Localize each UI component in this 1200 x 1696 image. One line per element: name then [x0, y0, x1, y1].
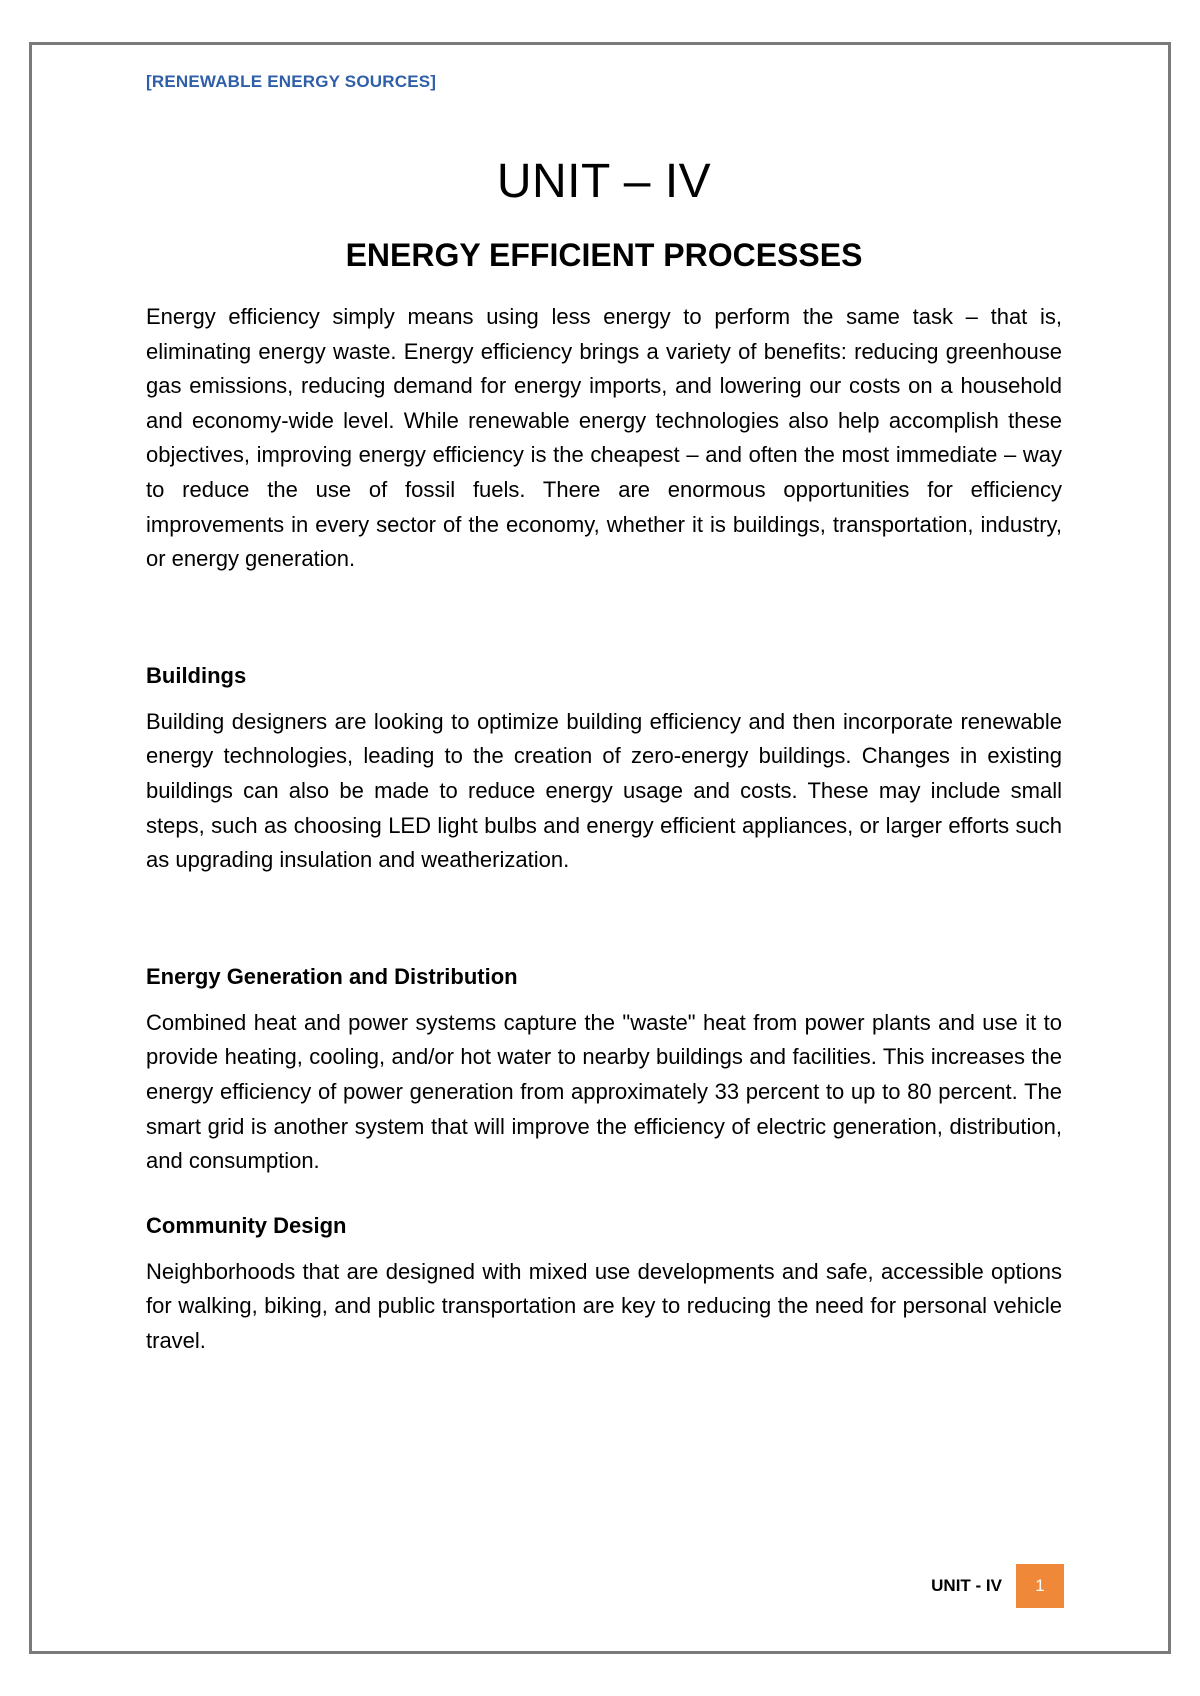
chapter-title: ENERGY EFFICIENT PROCESSES [345, 237, 863, 273]
unit-title: UNIT – IV [496, 155, 712, 208]
section-heading-energy-generation: Energy Generation and Distribution [146, 963, 518, 989]
intro-paragraph: Energy efficiency simply means using less energy to perform the same task – that is, eliminating energy waste. Energy efficiency brings a variety of benefits: reducing greenhouse gas emissions, reducing demand for energy imports, and lowering our costs on a household and economy-wide level. While renewable energy technologies also help accomplish these objectives, improving energy efficiency is the cheapest – and often the most immediate – way to reduce the use of fossil fuels. There are enormous opportunities for efficiency improvements in every sector of the economy, whether it is buildings, transportation, industry, or energy generation. [146, 304, 1062, 572]
running-header: [RENEWABLE ENERGY SOURCES] [146, 72, 437, 91]
spacer [146, 1179, 1062, 1211]
spacer [146, 878, 1062, 962]
section-heading-buildings: Buildings [146, 662, 247, 688]
page-number-badge: 1 [1016, 1564, 1064, 1608]
footer-label: UNIT - IV [931, 1576, 1002, 1595]
section-body-buildings: Building designers are looking to optimize building efficiency and then incorporate renewable energy technologies, leading to the creation of zero-energy buildings. Changes in existing buildings can also be made to reduce energy usage and costs. These may include small steps, such as choosing LED light bulbs and energy efficient appliances, or larger efforts such as upgrading insulation and weatherization. [146, 708, 1062, 873]
section-heading-community-design: Community Design [146, 1212, 347, 1238]
section-body-community-design: Neighborhoods that are designed with mixed use developments and safe, accessible options for walking, biking, and public transportation are key to reducing the need for personal vehicle travel. [146, 1258, 1062, 1353]
page-footer [931, 1564, 1064, 1608]
document-body [146, 150, 1062, 1358]
section-body-energy-generation: Combined heat and power systems capture the "waste" heat from power plants and use it to provide heating, cooling, and/or hot water to nearby buildings and facilities. This increases the energy efficiency of power generation from approximately 33 percent to up to 80 percent. The smart grid is another system that will improve the efficiency of electric generation, distribution, and consumption. [146, 1009, 1062, 1174]
spacer [146, 577, 1062, 661]
